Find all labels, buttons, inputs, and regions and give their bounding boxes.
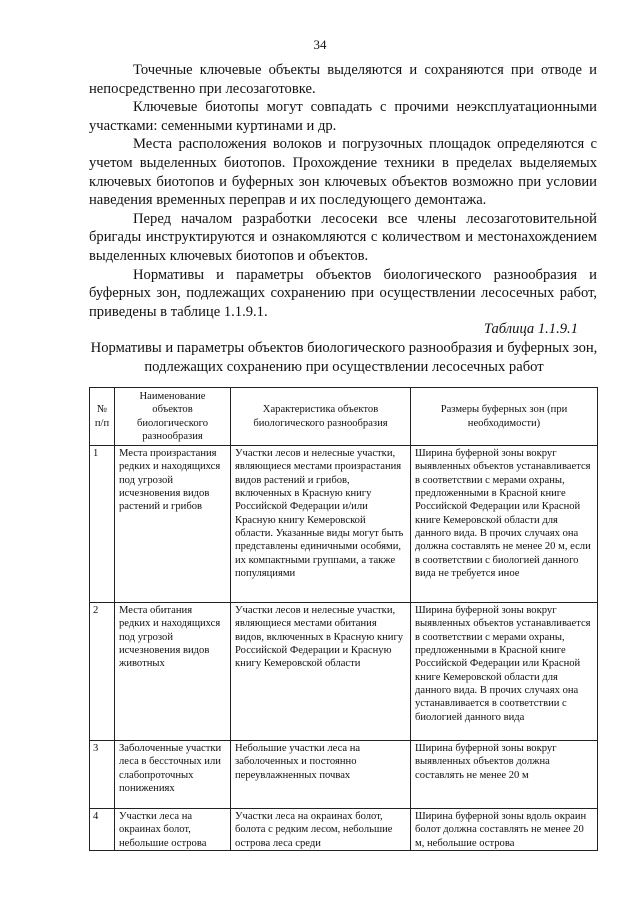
- paragraph: Перед началом разработки лесосеки все члены лесозаготовительной бригады инструктируются и ознакомляются с количеством и местонахождением выделенных ключевых биотопов и объектов.: [89, 210, 597, 264]
- header-buffer: Размеры буферных зон (при необходимости): [411, 388, 598, 446]
- page-number: 34: [313, 37, 327, 52]
- header-characteristic: Характеристика объектов биологического разнообразия: [231, 388, 411, 446]
- row-num: 1: [90, 446, 115, 603]
- row-buffer: Ширина буферной зоны вдоль окраин болот должна составлять не менее 20 м, небольшие острова: [411, 809, 598, 851]
- row-name: Места произрастания редких и находящихся под угрозой исчезновения видов растений и грибов: [115, 446, 231, 603]
- header-num: № п/п: [90, 388, 115, 446]
- table-label: Таблица 1.1.9.1: [483, 321, 578, 337]
- row-buffer: Ширина буферной зоны вокруг выявленных объектов должна составлять не менее 20 м: [411, 741, 598, 809]
- table-row: [90, 446, 598, 603]
- row-name: Заболоченные участки леса в бессточных или слабопроточных понижениях: [115, 741, 231, 809]
- row-num: 3: [90, 741, 115, 809]
- body-text: [89, 61, 597, 321]
- row-name: Участки леса на окраинах болот, небольшие острова: [115, 809, 231, 851]
- row-buffer: Ширина буферной зоны вокруг выявленных объектов устанавливается в соответствии с мерами охраны, предложенными в Красной книге Российской Федерации или Красной книге Кемеровской области для данного вида. В прочих случаях она устанавливается в соответствии с биологией данного вида: [411, 603, 598, 741]
- row-buffer: Ширина буферной зоны вокруг выявленных объектов устанавливается в соответствии с мерами охраны, предложенными в Красной книге Российской Федерации или Красной книге Кемеровской области для данного вида. В прочих случаях она должна составлять не менее 20 м, если в соответствии с биологией данного вида не требуется иное: [411, 446, 598, 603]
- table-title: Нормативы и параметры объектов биологического разнообразия и буферных зон, подлежащих сохранению при осуществлении лесосечных работ: [90, 340, 598, 375]
- table-row: [90, 741, 598, 809]
- row-characteristic: Небольшие участки леса на заболоченных и постоянно переувлажненных почвах: [231, 741, 411, 809]
- row-num: 4: [90, 809, 115, 851]
- row-characteristic: Участки леса на окраинах болот, болота с редким лесом, небольшие острова леса среди: [231, 809, 411, 851]
- norms-table: [89, 387, 598, 851]
- paragraph: Нормативы и параметры объектов биологического разнообразия и буферных зон, подлежащих сохранению при осуществлении лесосечных работ, приведены в таблице 1.1.9.1.: [89, 266, 597, 320]
- header-name: Наименование объектов биологического разнообразия: [115, 388, 231, 446]
- paragraph: Места расположения волоков и погрузочных площадок определяются с учетом выделенных биотопов. Прохождение техники в пределах выделяемых ключевых биотопов и буферных зон ключевых объектов возможно при условии наведения временных переправ и их последующего демонтажа.: [89, 136, 597, 209]
- row-name: Места обитания редких и находящихся под угрозой исчезновения видов животных: [115, 603, 231, 741]
- paragraph: Ключевые биотопы могут совпадать с прочими неэксплуатационными участками: семенными куртинами и др.: [89, 99, 597, 134]
- table-header-row: [90, 388, 598, 446]
- row-characteristic: Участки лесов и нелесные участки, являющиеся местами произрастания видов растений и грибов, включенных в Красную книгу Российской Федерации и/или Красную книгу Кемеровской области. Указанные виды могут быть представлены единичными особями, их компактными группами, а также популяциями: [231, 446, 411, 603]
- table-row: [90, 809, 598, 851]
- row-num: 2: [90, 603, 115, 741]
- table-row: [90, 603, 598, 741]
- paragraph: Точечные ключевые объекты выделяются и сохраняются при отводе и непосредственно при лесозаготовке.: [89, 62, 597, 97]
- row-characteristic: Участки лесов и нелесные участки, являющиеся местами обитания видов, включенных в Красную книгу Российской Федерации и Красную книгу Кемеровской области: [231, 603, 411, 741]
